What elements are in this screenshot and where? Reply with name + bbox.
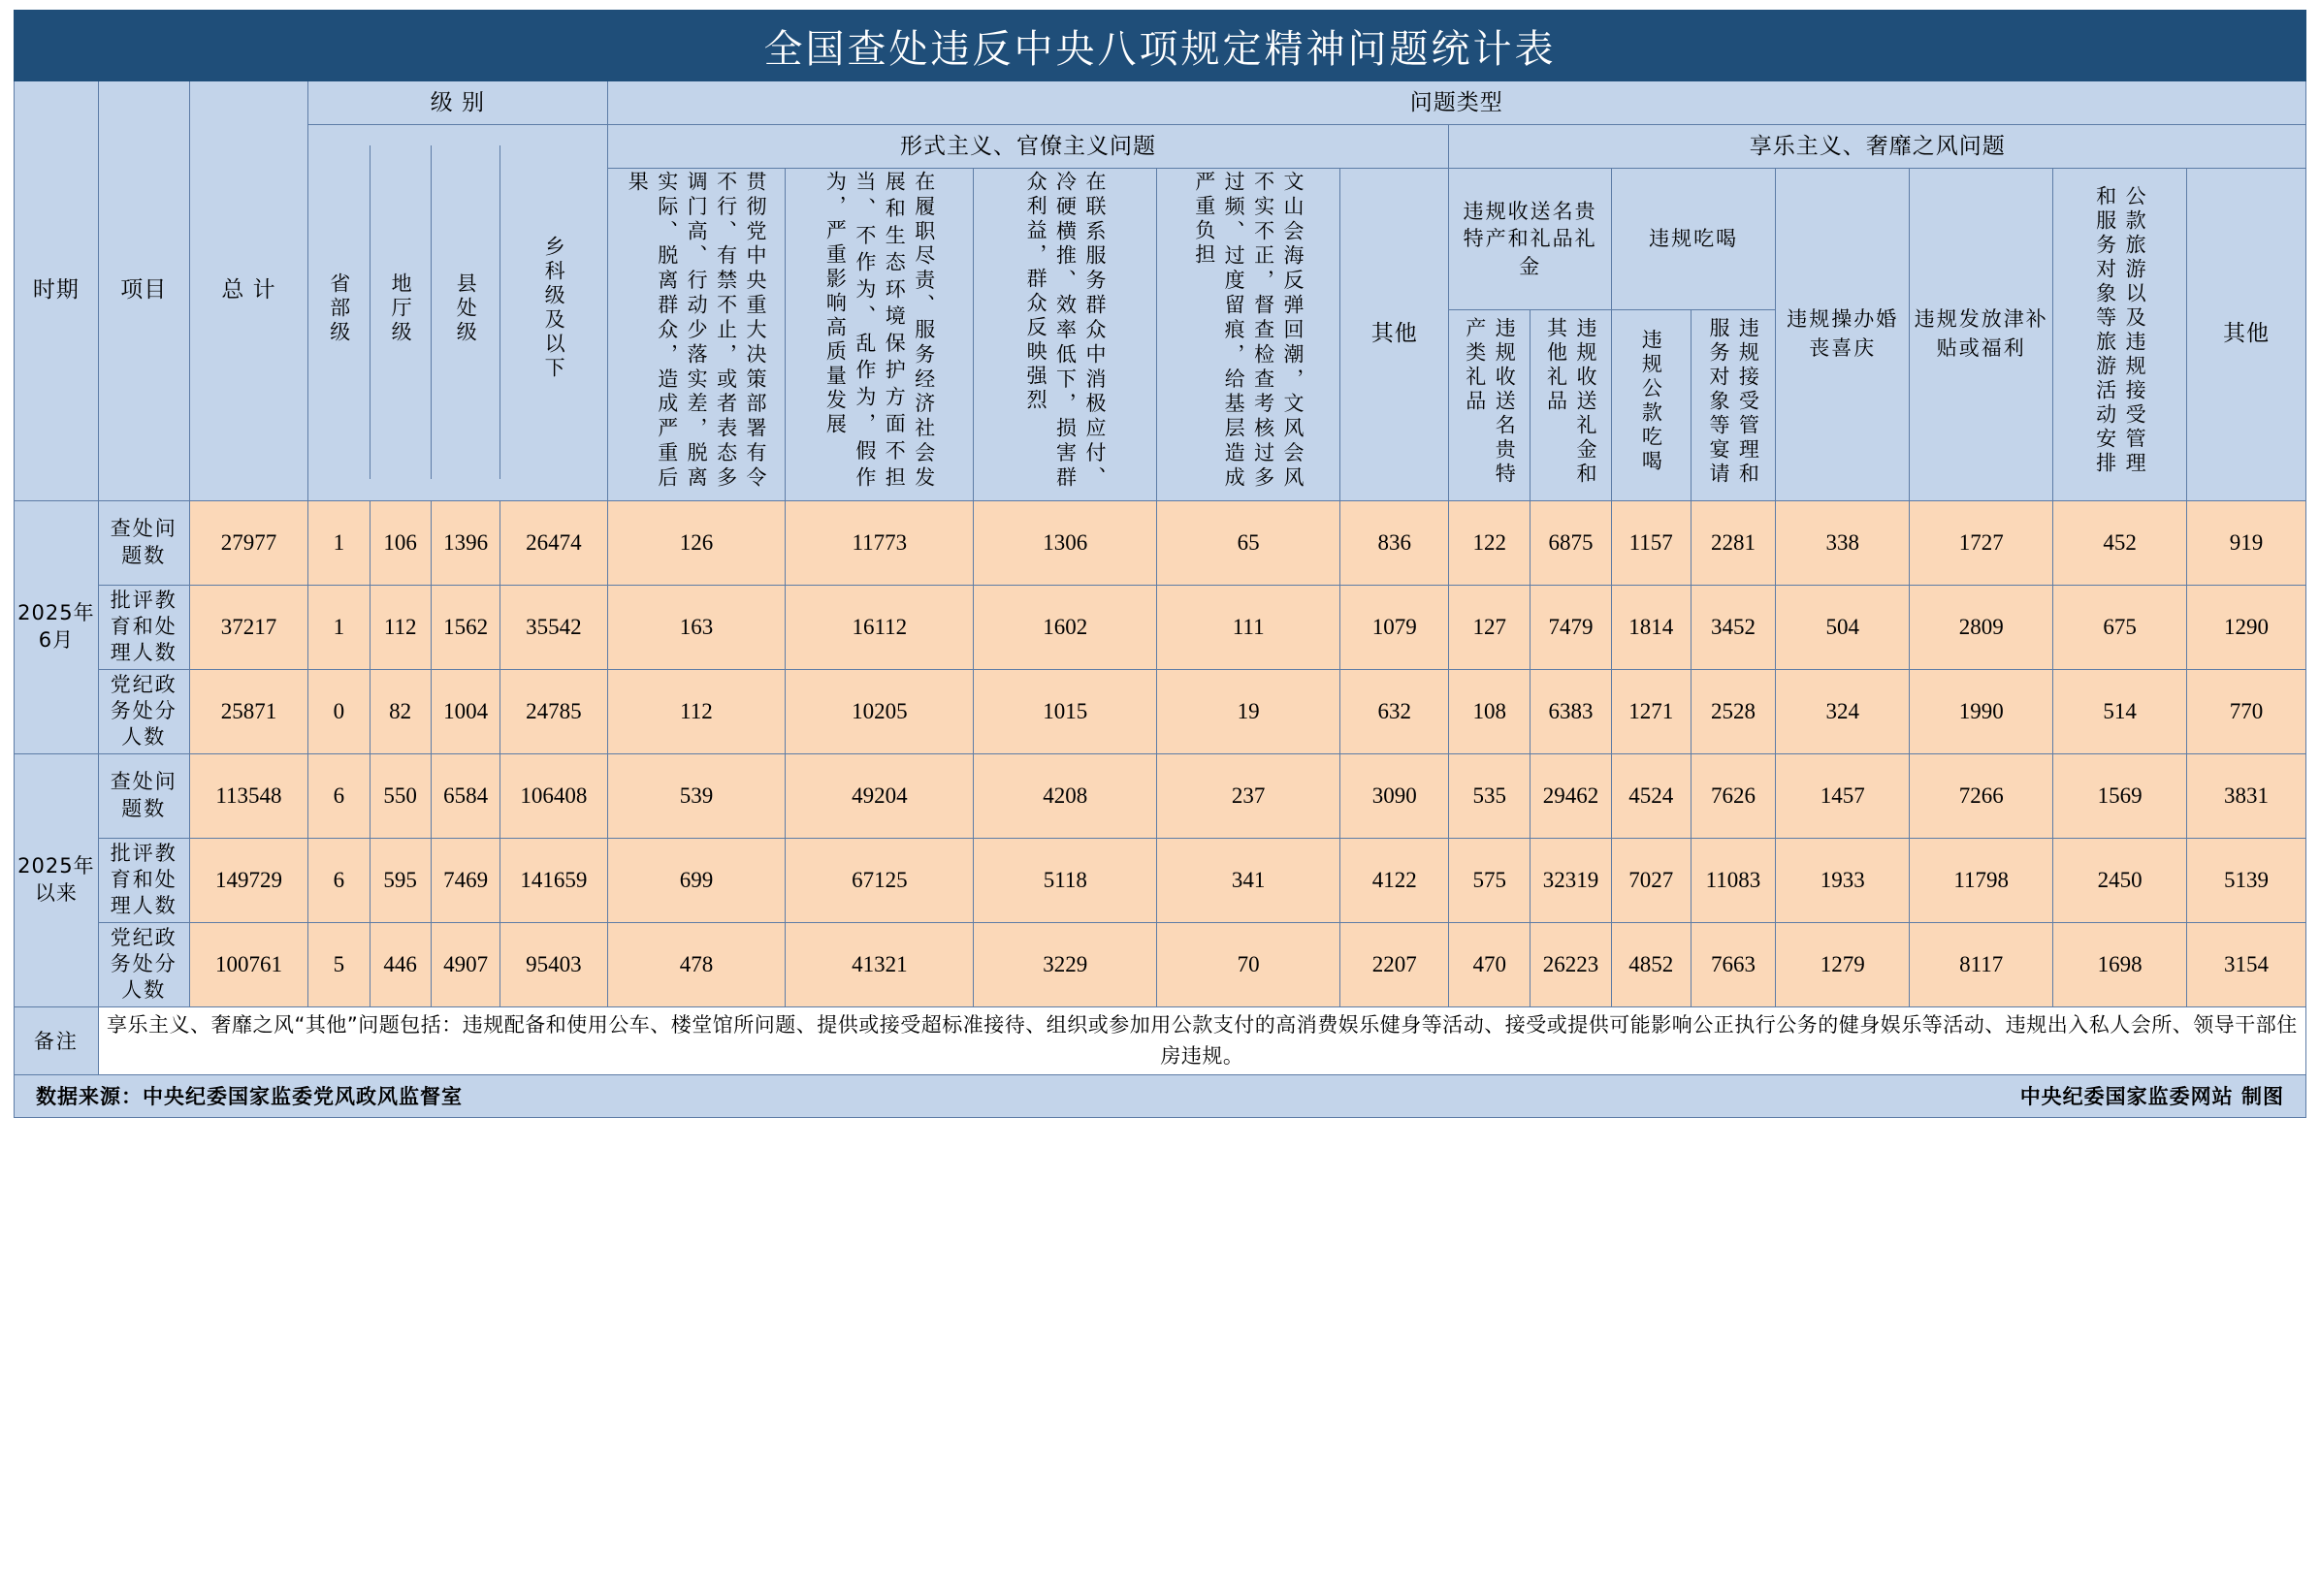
cell-hedonism-7: 1698: [2053, 922, 2187, 1006]
cell-level-township: 95403: [500, 922, 607, 1006]
header-level-group: 级 别: [308, 81, 607, 125]
header-hedonism-gift-sub-1: 违规收送名贵特产类礼品: [1449, 310, 1531, 500]
cell-hedonism-other: 3831: [2187, 753, 2306, 838]
cell-hedonism-3: 1157: [1611, 500, 1691, 585]
note-label: 备注: [15, 1006, 99, 1074]
cell-formalism-other: 632: [1340, 669, 1449, 753]
cell-hedonism-4: 7663: [1691, 922, 1776, 1006]
table-row: [15, 753, 2306, 838]
row-label-cases: 查处问题数: [98, 500, 189, 585]
cell-formalism-4: 19: [1157, 669, 1340, 753]
cell-total: 27977: [189, 500, 308, 585]
cell-hedonism-6: 7266: [1910, 753, 2053, 838]
cell-formalism-3: 5118: [974, 838, 1157, 922]
cell-level-bureau: 82: [370, 669, 431, 753]
cell-level-county: 7469: [431, 838, 499, 922]
cell-formalism-other: 2207: [1340, 922, 1449, 1006]
cell-hedonism-other: 919: [2187, 500, 2306, 585]
cell-level-county: 1004: [431, 669, 499, 753]
cell-formalism-3: 4208: [974, 753, 1157, 838]
cell-hedonism-5: 1933: [1776, 838, 1910, 922]
cell-formalism-4: 65: [1157, 500, 1340, 585]
header-hedonism-travel: 公款旅游以及违规接受管理和服务对象等旅游活动安排: [2053, 169, 2187, 501]
cell-total: 25871: [189, 669, 308, 753]
data-source-label: 数据来源：中央纪委国家监委党风政风监督室: [36, 1085, 463, 1109]
cell-hedonism-3: 1814: [1611, 585, 1691, 669]
cell-formalism-3: 1602: [974, 585, 1157, 669]
cell-formalism-4: 237: [1157, 753, 1340, 838]
cell-level-provincial: 6: [308, 753, 370, 838]
cell-hedonism-3: 4524: [1611, 753, 1691, 838]
table-row: [15, 585, 2306, 669]
cell-level-township: 24785: [500, 669, 607, 753]
cell-level-bureau: 106: [370, 500, 431, 585]
cell-hedonism-5: 324: [1776, 669, 1910, 753]
cell-hedonism-6: 11798: [1910, 838, 2053, 922]
cell-hedonism-4: 2528: [1691, 669, 1776, 753]
cell-formalism-3: 1306: [974, 500, 1157, 585]
cell-level-township: 106408: [500, 753, 607, 838]
cell-level-provincial: 1: [308, 500, 370, 585]
cell-formalism-2: 11773: [786, 500, 974, 585]
header-level-county: 县处级: [431, 145, 499, 479]
cell-hedonism-6: 2809: [1910, 585, 2053, 669]
cell-hedonism-7: 514: [2053, 669, 2187, 753]
note-row: [15, 1006, 2306, 1074]
note-text: 享乐主义、奢靡之风“其他”问题包括：违规配备和使用公车、楼堂馆所问题、提供或接受超标准接待、组织或参加用公款支付的高消费娱乐健身等活动、接受或提供可能影响公正执行公务的健身娱乐等活动、违规出入私人会所、领导干部住房违规。: [98, 1006, 2305, 1074]
header-hedonism-other: 其他: [2187, 169, 2306, 501]
cell-hedonism-2: 6875: [1531, 500, 1612, 585]
cell-formalism-1: 699: [607, 838, 786, 922]
statistics-table: [14, 10, 2306, 1075]
header-hedonism-banquet-sub-1: 违规公款吃喝: [1611, 310, 1691, 500]
header-hedonism-gift-group: 违规收送名贵特产和礼品礼金: [1449, 169, 1611, 310]
header-hedonism-group: 享乐主义、奢靡之风问题: [1449, 125, 2306, 169]
cell-formalism-4: 341: [1157, 838, 1340, 922]
cell-formalism-1: 163: [607, 585, 786, 669]
cell-formalism-3: 1015: [974, 669, 1157, 753]
cell-hedonism-5: 1279: [1776, 922, 1910, 1006]
cell-level-provincial: 6: [308, 838, 370, 922]
cell-total: 37217: [189, 585, 308, 669]
header-hedonism-banquet-sub-2: 违规接受管理和服务对象等宴请: [1691, 310, 1776, 500]
cell-formalism-1: 478: [607, 922, 786, 1006]
cell-hedonism-2: 6383: [1531, 669, 1612, 753]
header-formalism-col-4: 文山会海反弹回潮，文风会风不实不正，督查检查考核过多过频、过度留痕，给基层造成严重负担: [1157, 169, 1340, 501]
row-label-punished: 党纪政务处分人数: [98, 922, 189, 1006]
cell-formalism-2: 67125: [786, 838, 974, 922]
cell-hedonism-other: 3154: [2187, 922, 2306, 1006]
cell-hedonism-5: 338: [1776, 500, 1910, 585]
cell-hedonism-6: 1990: [1910, 669, 2053, 753]
cell-level-county: 1396: [431, 500, 499, 585]
header-formalism-group: 形式主义、官僚主义问题: [607, 125, 1449, 169]
cell-hedonism-other: 770: [2187, 669, 2306, 753]
cell-formalism-2: 10205: [786, 669, 974, 753]
cell-formalism-1: 112: [607, 669, 786, 753]
cell-level-bureau: 595: [370, 838, 431, 922]
header-hedonism-gift-sub-2: 违规收送礼金和其他礼品: [1531, 310, 1612, 500]
header-hedonism-allowance: 违规发放津补贴或福利: [1910, 169, 2053, 501]
header-total: 总 计: [189, 81, 308, 501]
cell-total: 100761: [189, 922, 308, 1006]
cell-formalism-other: 4122: [1340, 838, 1449, 922]
cell-hedonism-5: 504: [1776, 585, 1910, 669]
cell-hedonism-other: 1290: [2187, 585, 2306, 669]
cell-hedonism-7: 1569: [2053, 753, 2187, 838]
cell-formalism-4: 111: [1157, 585, 1340, 669]
cell-formalism-2: 49204: [786, 753, 974, 838]
header-hedonism-wedding: 违规操办婚丧喜庆: [1776, 169, 1910, 501]
cell-level-county: 4907: [431, 922, 499, 1006]
row-label-cases: 查处问题数: [98, 753, 189, 838]
cell-level-bureau: 550: [370, 753, 431, 838]
cell-level-bureau: 112: [370, 585, 431, 669]
cell-level-provincial: 0: [308, 669, 370, 753]
cell-hedonism-3: 1271: [1611, 669, 1691, 753]
table-row: [15, 838, 2306, 922]
header-formalism-col-1: 贯彻党中央重大决策部署有令不行、有禁不止，或者表态多调门高、行动少落实差，脱离实际、脱离群众，造成严重后果: [607, 169, 786, 501]
cell-level-township: 26474: [500, 500, 607, 585]
cell-hedonism-2: 29462: [1531, 753, 1612, 838]
cell-level-provincial: 1: [308, 585, 370, 669]
cell-formalism-other: 3090: [1340, 753, 1449, 838]
cell-hedonism-3: 4852: [1611, 922, 1691, 1006]
header-level-provincial: 省部级: [308, 145, 370, 479]
cell-hedonism-2: 32319: [1531, 838, 1612, 922]
table-row: [15, 669, 2306, 753]
cell-hedonism-4: 3452: [1691, 585, 1776, 669]
cell-hedonism-4: 11083: [1691, 838, 1776, 922]
cell-formalism-3: 3229: [974, 922, 1157, 1006]
header-level-bureau: 地厅级: [370, 145, 431, 479]
cell-level-county: 6584: [431, 753, 499, 838]
header-period: 时期: [15, 81, 99, 501]
cell-formalism-other: 1079: [1340, 585, 1449, 669]
header-level-township: 乡科级及以下: [542, 236, 566, 382]
table-row: [15, 922, 2306, 1006]
cell-formalism-other: 836: [1340, 500, 1449, 585]
header-item: 项目: [98, 81, 189, 501]
row-label-criticized: 批评教育和处理人数: [98, 585, 189, 669]
cell-total: 149729: [189, 838, 308, 922]
cell-hedonism-1: 122: [1449, 500, 1531, 585]
cell-hedonism-1: 535: [1449, 753, 1531, 838]
cell-level-county: 1562: [431, 585, 499, 669]
producer-label: 中央纪委国家监委网站 制图: [2019, 1085, 2284, 1109]
source-bar: [14, 1075, 2306, 1118]
cell-hedonism-1: 108: [1449, 669, 1531, 753]
row-label-punished: 党纪政务处分人数: [98, 669, 189, 753]
period-label-2025-06: 2025年6月: [15, 500, 99, 753]
header-formalism-col-other: 其他: [1340, 169, 1449, 501]
cell-hedonism-7: 452: [2053, 500, 2187, 585]
cell-formalism-1: 126: [607, 500, 786, 585]
cell-level-bureau: 446: [370, 922, 431, 1006]
cell-hedonism-2: 26223: [1531, 922, 1612, 1006]
cell-level-township: 141659: [500, 838, 607, 922]
table-row: [15, 500, 2306, 585]
period-label-2025-ytd: 2025年以来: [15, 753, 99, 1006]
cell-hedonism-7: 675: [2053, 585, 2187, 669]
cell-formalism-2: 41321: [786, 922, 974, 1006]
cell-hedonism-7: 2450: [2053, 838, 2187, 922]
cell-formalism-1: 539: [607, 753, 786, 838]
page-title: 全国查处违反中央八项规定精神问题统计表: [15, 11, 2306, 81]
cell-formalism-2: 16112: [786, 585, 974, 669]
cell-hedonism-6: 8117: [1910, 922, 2053, 1006]
header-problem-type-group: 问题类型: [607, 81, 2305, 125]
cell-hedonism-2: 7479: [1531, 585, 1612, 669]
header-hedonism-banquet-group: 违规吃喝: [1611, 169, 1775, 310]
cell-hedonism-1: 127: [1449, 585, 1531, 669]
cell-hedonism-other: 5139: [2187, 838, 2306, 922]
header-formalism-col-2: 在履职尽责、服务经济社会发展和生态环境保护方面不担当、不作为、乱作为，假作为，严重影响高质量发展: [786, 169, 974, 501]
cell-hedonism-5: 1457: [1776, 753, 1910, 838]
header-level-subgroup-spacer: [308, 125, 607, 501]
cell-hedonism-1: 575: [1449, 838, 1531, 922]
header-formalism-col-3: 在联系服务群众中消极应付、冷硬横推、效率低下，损害群众利益，群众反映强烈: [974, 169, 1157, 501]
cell-hedonism-3: 7027: [1611, 838, 1691, 922]
cell-formalism-4: 70: [1157, 922, 1340, 1006]
cell-total: 113548: [189, 753, 308, 838]
row-label-criticized: 批评教育和处理人数: [98, 838, 189, 922]
cell-level-township: 35542: [500, 585, 607, 669]
cell-hedonism-4: 7626: [1691, 753, 1776, 838]
cell-level-provincial: 5: [308, 922, 370, 1006]
cell-hedonism-6: 1727: [1910, 500, 2053, 585]
cell-hedonism-4: 2281: [1691, 500, 1776, 585]
cell-hedonism-1: 470: [1449, 922, 1531, 1006]
